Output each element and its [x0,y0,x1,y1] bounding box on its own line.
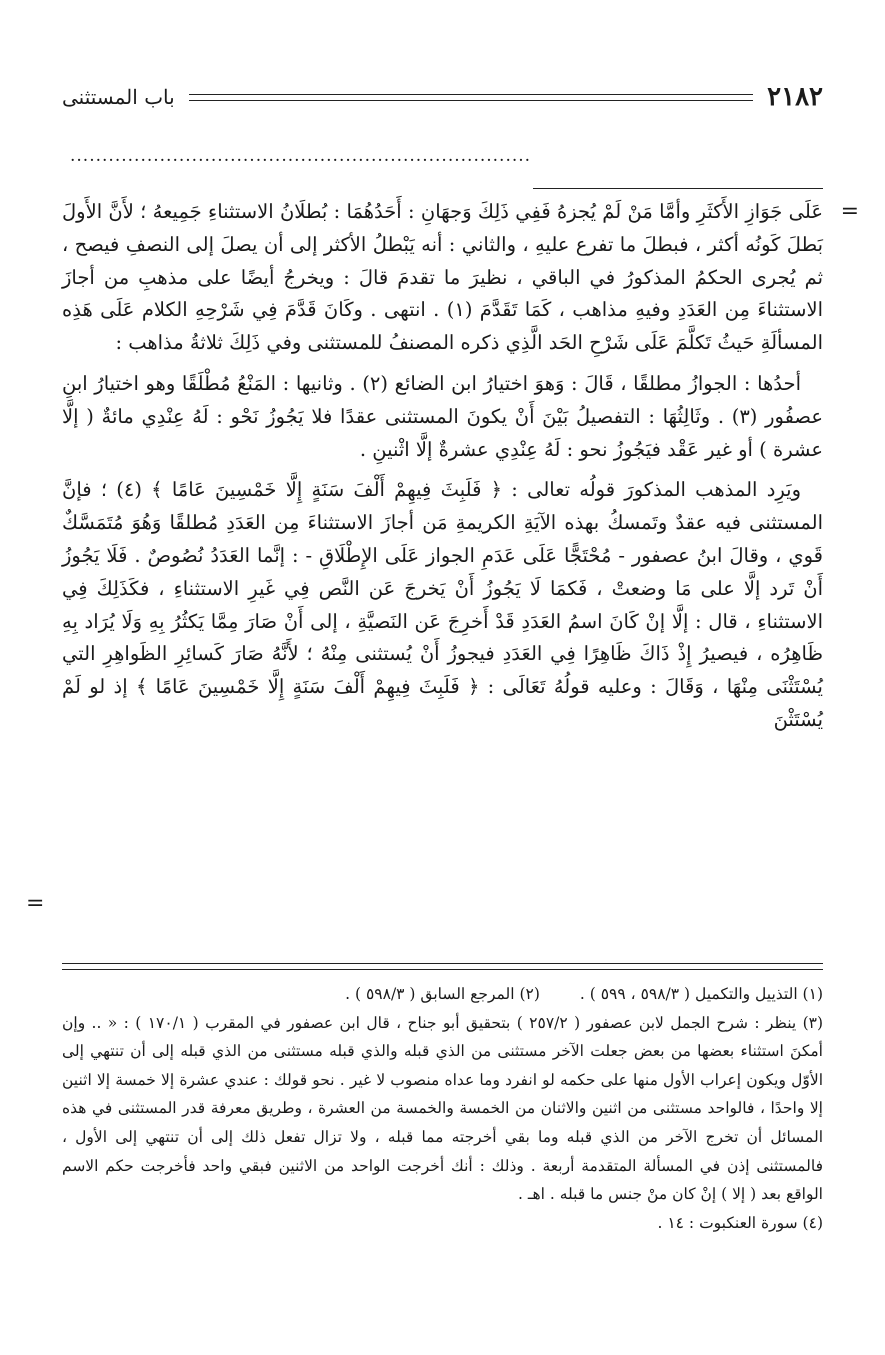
footnote-4: (٤) سورة العنكبوت : ١٤ . [657,1213,823,1232]
paragraph-2: أحدُها : الجوازُ مطلقًا ، قَالَ : وَهوَ اختيارُ ابن الضائع (٢) . وثانيها : المَنْعُ مُطْلَقًا وهو اختيارُ ابنِ عصفُور (٣) . وثَالِثُهَا : التفصيلُ بَيْنَ أَنْ يكونَ المستثنى عقدًا فلا يَجُوزُ نَحْو : لَهُ عِنْدِي مائةٌ ( إلَّا عشرة ) أو غير عَقْد فيَجُوزُ نحو : لَهُ عِنْدِي عشرةٌ إلَّا اثْنينِ . [62,371,823,461]
page-number: ٢١٨٢ [767,82,823,112]
dotted-separator: ........................................................................ [70,146,532,166]
continuation-mark-start: = [840,199,859,224]
header-rule [189,94,753,101]
footnote-row [62,980,823,1009]
paragraph-1: عَلَى جَوَازِ الأَكثَرِ وأمَّا مَنْ لَمْ يُجزهُ فَفِي ذَلِكَ وَجهَانِ : أَحَدُهُمَا : بُطلَانُ الاستثناءِ جَمِيعهُ ؛ لأَنَّ الأَولَ بَطلَ كَونُه أكثر ، فبطلَ ما تفرع عليهِ ، والثاني : أنه يَبْطلُ الأكثر إلى أن يصلَ إلى النصفِ فيصح ، ثم يُجرى الحكمُ المذكورُ في الباقي ، نظيرَ ما تقدمَ قالَ : ويخرجُ أيضًا على مذهبِ من أجازَ الاستثناءَ مِن العَدَدِ وفيهِ مذاهب ، كَمَا تَقَدَّمَ (١) . انتهى . وكَانَ قَدَّمَ فِي شَرْحِهِ الكلام عَلَى هَذِه المسألَةِ حَيثُ تَكلَّمَ عَلَى شَرْحِ الحَد الَّذِي ذكره المصنفُ للمستثنى وفي ذَلِكَ ثلاثةُ مذاهب : [62,200,823,355]
chapter-title: باب المستثنى [62,85,175,109]
continuation-mark-end: = [26,891,45,916]
footnotes [62,980,823,1237]
footnote-1: (١) التذييل والتكميل ( ٥٩٨/٣ ، ٥٩٩ ) . [579,985,823,1003]
footnote-rule [62,963,823,970]
running-header [62,80,823,114]
footnote-3: (٣) ينظر : شرح الجمل لابن عصفور ( ٢٥٧/٢ ) بتحقيق أبو جناح ، قال ابن عصفور في المقرب ( ١٧٠/١ ) : « .. وإن أمكنَ استثناء بعضها من بعض جعلت الآخر مستثنى من الذي قبله والذي قبله مستثنى من الذي قبله إلى أن تنتهي إلى الأوّل ويكون إعراب الأول منها على حكمه لو انفرد وما عداه منصوب لا غير . نحو قولك : عندي عشرة إلا خمسة إلا اثنين إلا واحدًا ، فالواحد مستثنى من اثنين والاثنان من الخمسة والخمسة من العشرة ، وطريق معرفة قدر المستثنى في هذه المسائل أن تخرج الآخر من الذي قبله وما بقي أخرجته مما قبله ، ولا تزال تفعل ذلك إلى أن تنتهي إلى الأول ، فالمستثنى إذن في المسألة المتقدمة أربعة . وذلك : أنك أخرجت الواحد من الاثنين فبقي واحد فأخرجت حكم الاسم الواقع بعد ( إلا ) إنْ كان منْ جنس ما قبله . اهـ . [62,1013,824,1204]
paragraph-3: ويَرِد المذهب المذكورَ قولُه تعالى : ﴿ فَلَبِثَ فِيهِمْ أَلْفَ سَنَةٍ إِلَّا خَمْسِينَ عَامًا ﴾ (٤) ؛ فإنَّ المستثنى فيه عقدٌ وتَمسكُ بهذه الآيَةِ الكريمةِ مَن أجازَ الاستثناءَ مِن العَدَدِ مُطلقًا وَهُوَ مُتَمَسَّكٌ قَوي ، وقالَ ابنُ عصفور - مُحْتَجًّا عَلَى عَدَمِ الجواز عَلَى الإِطْلَاقِ - : إنَّما العَدَدُ نُصُوصٌ . فَلَا يَجُوزُ أَنْ تَرد إلَّا على مَا وضعتْ ، فَكمَا لَا يَجُوزُ أَنْ يَخرجَ عَن النَّص فِي غَيرِ الاستثناءِ ، فكَذَلِكَ فِي الاستثناءِ ، قال : إلَّا إنْ كَانَ اسمُ العَدَدِ قَدْ أَخرِجَ عَن النَصيَّةِ ، إلى أَنْ صَارَ مِمَّا يَكثُرُ بِهِ وَلَا يُرَاد بِهِ ظَاهِرُه ، فيصيرُ إِذْ ذَاكَ ظَاهِرًا فِي العَدَدِ فيجوزُ أَنْ يُستثنى مِنْهُ ؛ لأَنَّهُ صَارَ كَسائِرِ الظَواهِرِ التي يُسْتَثْنَى مِنْهَا ، وَقَالَ : وعليه قولُهُ تَعَالَى : ﴿ فَلَبِثَ فِيهِمْ أَلْفَ سَنَةٍ إِلَّا خَمْسِينَ عَامًا ﴾ إذ لو لَمْ يُسْتَثْنَ [62,478,823,731]
footnote-2: (٢) المرجع السابق ( ٥٩٨/٣ ) . [345,985,540,1003]
main-text [26,196,859,916]
continuation-rule [533,188,823,189]
